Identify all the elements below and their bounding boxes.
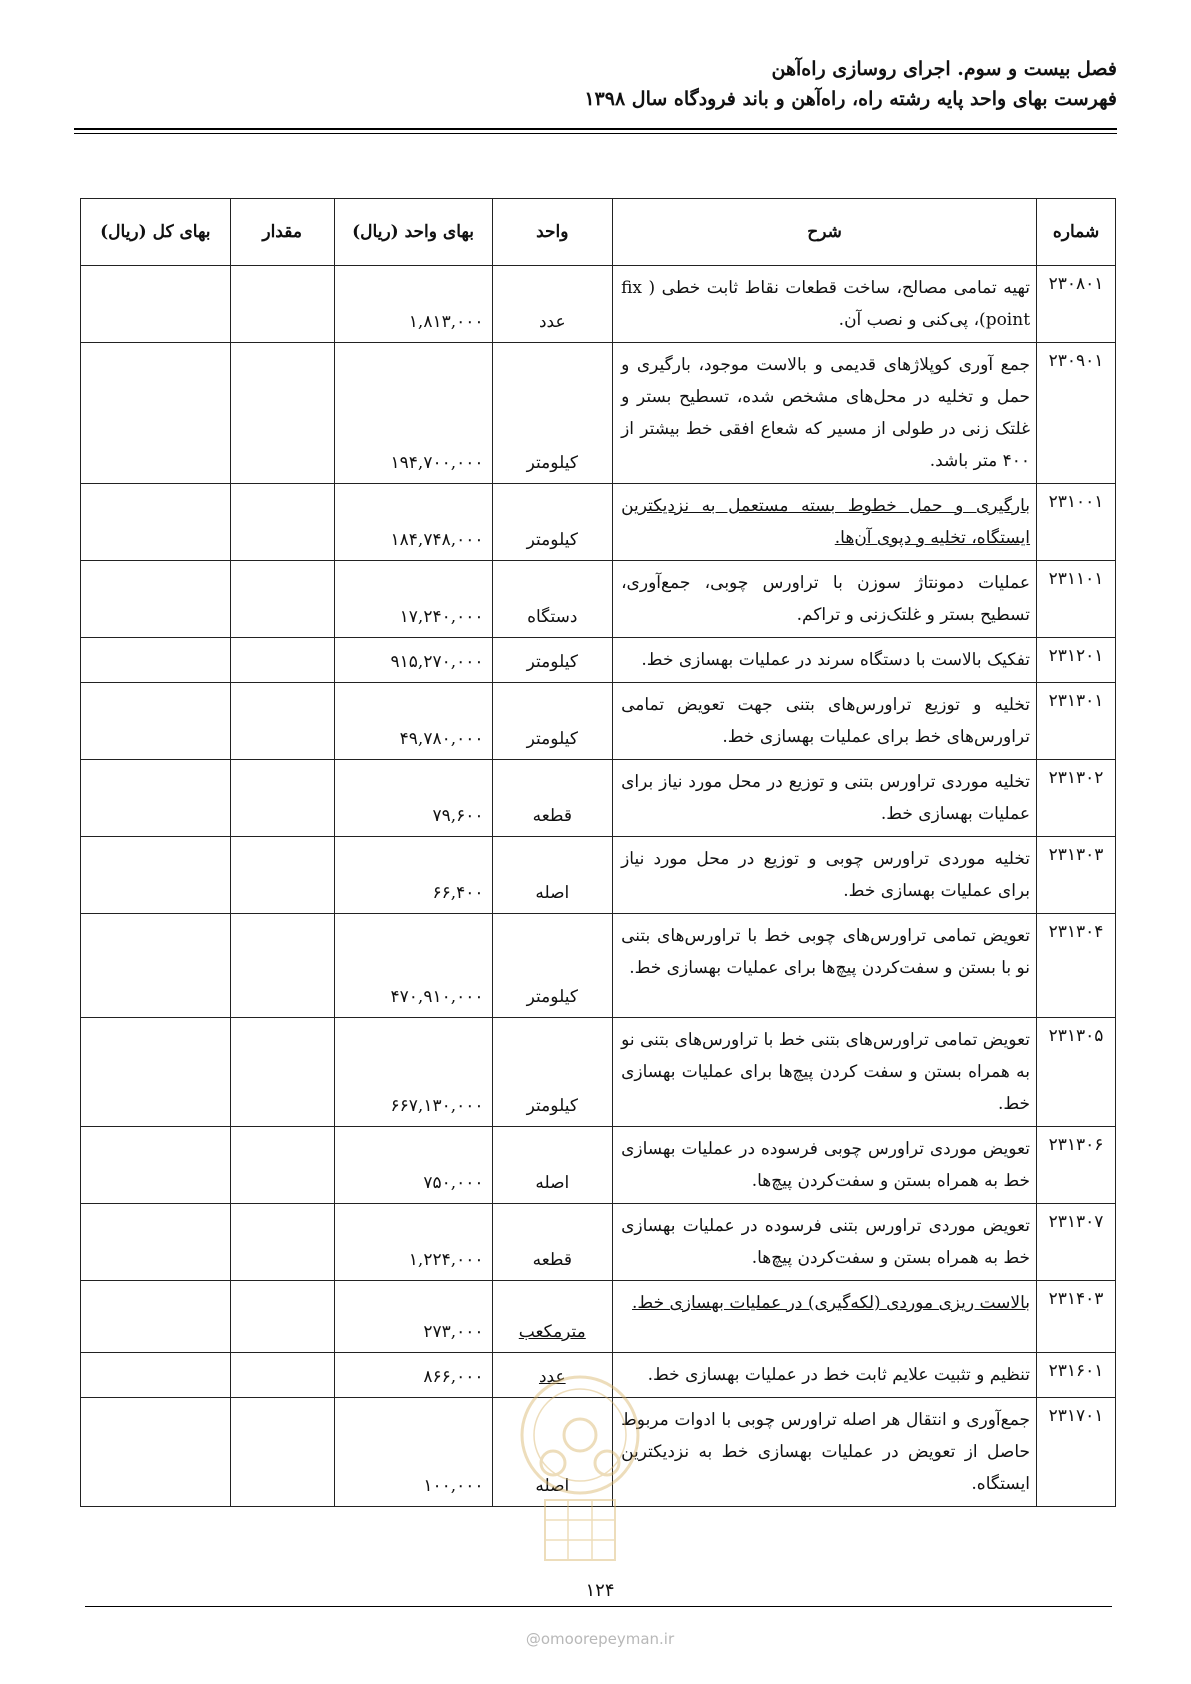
row-total-price <box>81 343 231 484</box>
row-quantity <box>230 837 334 914</box>
row-description: تعویض تمامی تراورس‌های بتنی خط با تراورس‌های بتنی نو به همراه بستن و سفت کردن پیچ‌ها برای عملیات بهسازی خط. <box>613 1018 1037 1127</box>
column-header-unit-price: بهای واحد (ریال) <box>334 199 492 266</box>
row-description: تخلیه و توزیع تراورس‌های بتنی جهت تعویض تمامی تراورس‌های خط برای عملیات بهسازی خط. <box>613 683 1037 760</box>
row-quantity <box>230 343 334 484</box>
row-unit-price: ۸۶۶,۰۰۰ <box>334 1353 492 1398</box>
row-number: ۲۳۱۷۰۱ <box>1037 1398 1116 1507</box>
row-unit-price: ۷۵۰,۰۰۰ <box>334 1127 492 1204</box>
row-number: ۲۳۰۸۰۱ <box>1037 266 1116 343</box>
row-description: تعویض موردی تراورس بتنی فرسوده در عملیات بهسازی خط به همراه بستن و سفت‌کردن پیچ‌ها. <box>613 1204 1037 1281</box>
row-description: عملیات دمونتاژ سوزن با تراورس چوبی، جمع‌آوری، تسطیح بستر و غلتک‌زنی و تراکم. <box>613 561 1037 638</box>
row-unit: اصله <box>492 1398 613 1507</box>
chapter-title: فصل بیست و سوم. اجرای روسازی راه‌آهن <box>771 58 1117 80</box>
row-total-price <box>81 1398 231 1507</box>
row-unit: عدد <box>492 1353 613 1398</box>
row-quantity <box>230 1018 334 1127</box>
table-header-row <box>81 199 1116 266</box>
row-unit: کیلومتر <box>492 638 613 683</box>
website-watermark: @omoorepeyman.ir <box>525 1630 675 1648</box>
row-total-price <box>81 561 231 638</box>
row-quantity <box>230 1127 334 1204</box>
row-description: جمع آوری کوپلاژهای قدیمی و بالاست موجود، بارگیری و حمل و تخلیه در محل‌های مشخص شده، تسطیح بستر و غلتک زنی در طولی از مسیر که شعاع افقی خط بیشتر از ۴۰۰ متر باشد. <box>613 343 1037 484</box>
row-unit: قطعه <box>492 1204 613 1281</box>
table-row <box>81 1018 1116 1127</box>
row-quantity <box>230 1398 334 1507</box>
row-description: تخلیه موردی تراورس چوبی و توزیع در محل مورد نیاز برای عملیات بهسازی خط. <box>613 837 1037 914</box>
table-row <box>81 266 1116 343</box>
row-description: تعویض تمامی تراورس‌های چوبی خط با تراورس‌های بتنی نو با بستن و سفت‌کردن پیچ‌ها برای عملیات بهسازی خط. <box>613 914 1037 1018</box>
row-number: ۲۳۱۰۰۱ <box>1037 484 1116 561</box>
row-unit: کیلومتر <box>492 1018 613 1127</box>
watermark-seal-icon <box>505 1365 655 1575</box>
row-unit-price: ۱,۲۲۴,۰۰۰ <box>334 1204 492 1281</box>
row-total-price <box>81 914 231 1018</box>
row-unit-price: ۶۶,۴۰۰ <box>334 837 492 914</box>
row-unit: اصله <box>492 1127 613 1204</box>
row-total-price <box>81 484 231 561</box>
table-row <box>81 1281 1116 1353</box>
row-description: تهیه تمامی مصالح، ساخت قطعات نقاط ثابت خطی ( fix point)، پی‌کنی و نصب آن. <box>613 266 1037 343</box>
row-unit-price: ۷۹,۶۰۰ <box>334 760 492 837</box>
row-unit: دستگاه <box>492 561 613 638</box>
row-number: ۲۳۱۳۰۱ <box>1037 683 1116 760</box>
table-row <box>81 914 1116 1018</box>
row-quantity <box>230 1281 334 1353</box>
column-header-number: شماره <box>1037 199 1116 266</box>
table-row <box>81 638 1116 683</box>
row-unit-price: ۴۷۰,۹۱۰,۰۰۰ <box>334 914 492 1018</box>
table-row <box>81 837 1116 914</box>
column-header-description: شرح <box>613 199 1037 266</box>
row-description: تخلیه موردی تراورس بتنی و توزیع در محل مورد نیاز برای عملیات بهسازی خط. <box>613 760 1037 837</box>
table-row <box>81 1127 1116 1204</box>
row-quantity <box>230 914 334 1018</box>
row-quantity <box>230 638 334 683</box>
table-row <box>81 343 1116 484</box>
row-unit-price: ۲۷۳,۰۰۰ <box>334 1281 492 1353</box>
row-description: تعویض موردی تراورس چوبی فرسوده در عملیات بهسازی خط به همراه بستن و سفت‌کردن پیچ‌ها. <box>613 1127 1037 1204</box>
row-number: ۲۳۱۳۰۷ <box>1037 1204 1116 1281</box>
row-quantity <box>230 484 334 561</box>
header-rule-thin <box>74 133 1117 134</box>
row-unit-price: ۱۷,۲۴۰,۰۰۰ <box>334 561 492 638</box>
row-total-price <box>81 638 231 683</box>
price-list-table <box>80 198 1116 1507</box>
row-unit: قطعه <box>492 760 613 837</box>
row-number: ۲۳۰۹۰۱ <box>1037 343 1116 484</box>
row-unit: کیلومتر <box>492 683 613 760</box>
row-description: بالاست ریزی موردی (لکه‌گیری) در عملیات بهسازی خط. <box>613 1281 1037 1353</box>
row-number: ۲۳۱۴۰۳ <box>1037 1281 1116 1353</box>
row-number: ۲۳۱۶۰۱ <box>1037 1353 1116 1398</box>
header-rule-thick <box>74 128 1117 130</box>
row-description: بارگیری و حمل خطوط بسته مستعمل به نزدیکترین ایستگاه، تخلیه و دپوی آن‌ها. <box>613 484 1037 561</box>
row-unit-price: ۶۶۷,۱۳۰,۰۰۰ <box>334 1018 492 1127</box>
table-row <box>81 760 1116 837</box>
page-number: ۱۲۴ <box>585 1580 615 1601</box>
row-unit-price: ۱,۸۱۳,۰۰۰ <box>334 266 492 343</box>
row-quantity <box>230 760 334 837</box>
row-total-price <box>81 1204 231 1281</box>
row-quantity <box>230 1204 334 1281</box>
row-unit: عدد <box>492 266 613 343</box>
row-unit: کیلومتر <box>492 914 613 1018</box>
row-unit: اصله <box>492 837 613 914</box>
row-unit-price: ۴۹,۷۸۰,۰۰۰ <box>334 683 492 760</box>
table-row <box>81 484 1116 561</box>
row-unit: کیلومتر <box>492 343 613 484</box>
row-unit-price: ۱۸۴,۷۴۸,۰۰۰ <box>334 484 492 561</box>
row-number: ۲۳۱۳۰۳ <box>1037 837 1116 914</box>
footer-rule <box>85 1606 1112 1607</box>
list-title: فهرست بهای واحد پایه رشته راه، راه‌آهن و باند فرودگاه سال ۱۳۹۸ <box>584 88 1117 110</box>
row-total-price <box>81 1281 231 1353</box>
table-row <box>81 1204 1116 1281</box>
column-header-unit: واحد <box>492 199 613 266</box>
column-header-quantity: مقدار <box>230 199 334 266</box>
row-unit-price: ۱۰۰,۰۰۰ <box>334 1398 492 1507</box>
row-description: تنظیم و تثبیت علایم ثابت خط در عملیات بهسازی خط. <box>613 1353 1037 1398</box>
page-header <box>77 54 1117 114</box>
row-number: ۲۳۱۳۰۲ <box>1037 760 1116 837</box>
row-description: تفکیک بالاست با دستگاه سرند در عملیات بهسازی خط. <box>613 638 1037 683</box>
table-row <box>81 683 1116 760</box>
row-total-price <box>81 837 231 914</box>
row-total-price <box>81 1127 231 1204</box>
column-header-total-price: بهای کل (ریال) <box>81 199 231 266</box>
row-total-price <box>81 760 231 837</box>
row-quantity <box>230 561 334 638</box>
row-unit-price: ۱۹۴,۷۰۰,۰۰۰ <box>334 343 492 484</box>
row-number: ۲۳۱۳۰۶ <box>1037 1127 1116 1204</box>
table-row <box>81 561 1116 638</box>
row-unit: مترمکعب <box>492 1281 613 1353</box>
row-number: ۲۳۱۱۰۱ <box>1037 561 1116 638</box>
row-total-price <box>81 1018 231 1127</box>
row-unit-price: ۹۱۵,۲۷۰,۰۰۰ <box>334 638 492 683</box>
row-unit: کیلومتر <box>492 484 613 561</box>
row-quantity <box>230 266 334 343</box>
row-total-price <box>81 266 231 343</box>
row-number: ۲۳۱۲۰۱ <box>1037 638 1116 683</box>
row-total-price <box>81 1353 231 1398</box>
row-total-price <box>81 683 231 760</box>
row-quantity <box>230 1353 334 1398</box>
row-number: ۲۳۱۳۰۴ <box>1037 914 1116 1018</box>
row-description: جمع‌آوری و انتقال هر اصله تراورس چوبی با ادوات مربوط حاصل از تعویض در عملیات بهسازی خط به نزدیکترین ایستگاه. <box>613 1398 1037 1507</box>
row-quantity <box>230 683 334 760</box>
row-number: ۲۳۱۳۰۵ <box>1037 1018 1116 1127</box>
